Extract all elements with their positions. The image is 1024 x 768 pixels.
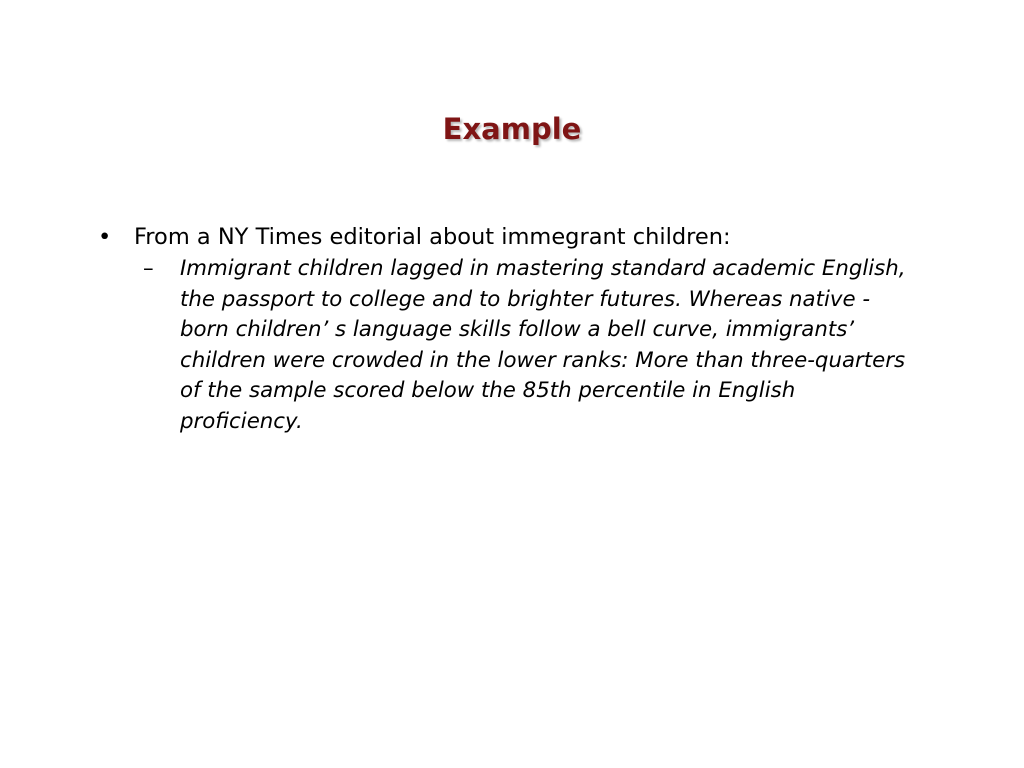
sub-bullet-item — [134, 254, 920, 437]
dash-marker: – — [143, 256, 154, 281]
slide-title: Example — [442, 112, 582, 146]
bullet-item — [96, 221, 976, 437]
sub-bullet-list — [134, 254, 976, 437]
bullet-list — [96, 221, 976, 437]
quote-text: Immigrant children lagged in mastering standard academic English, the passport to college and to brighter futures. Whereas native - born children’ s language skills follow a bell curve, immigrants’ children were crowded in the lower ranks: More than three-quarters of the sample scored below the 85th percentile in English proficiency. — [180, 256, 906, 434]
bullet-marker: • — [98, 224, 112, 250]
bullet-text: From a NY Times editorial about immegrant children: — [134, 224, 731, 250]
